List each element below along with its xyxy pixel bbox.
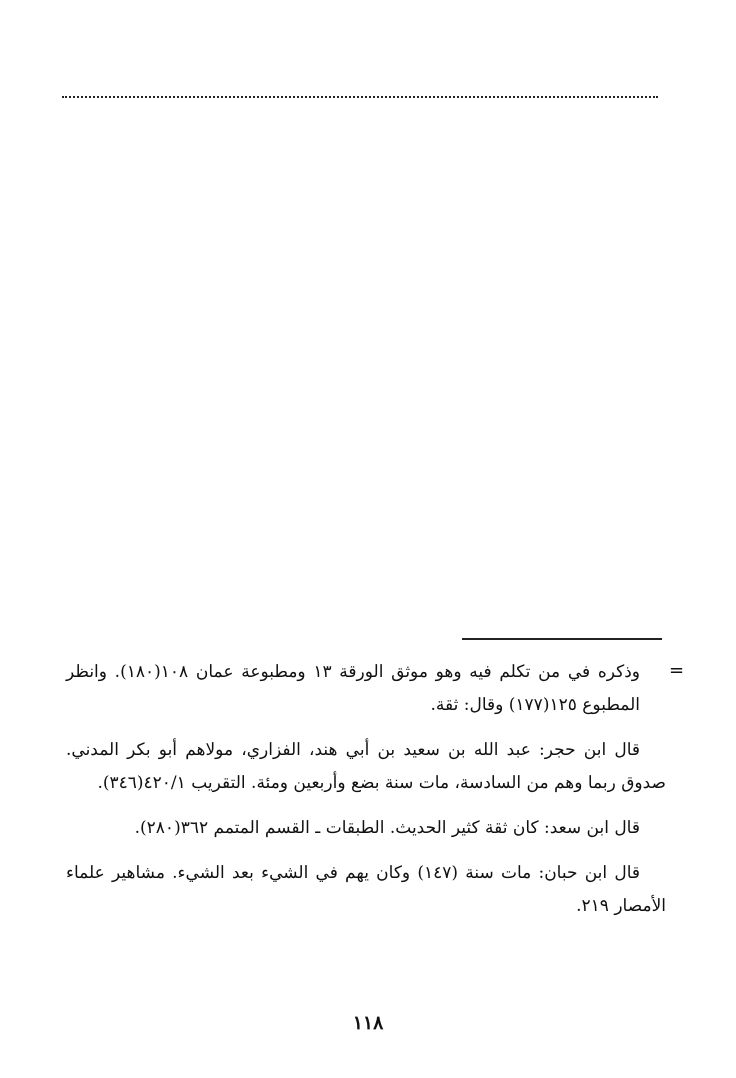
footnotes-section — [66, 656, 666, 935]
footnote-ibn-saad: قال ابن سعد: كان ثقة كثير الحديث. الطبقات ـ القسم المتمم ٣٦٢(٢٨٠). — [134, 818, 640, 838]
footnote-continued: وذكره في من تكلم فيه وهو موثق الورقة ١٣ ومطبوعة عمان ١٠٨(١٨٠). وانظر المطبوع ١٢٥(١٧٧) وقال: ثقة. — [66, 662, 640, 715]
footnote-separator — [462, 638, 662, 640]
footnote-ibn-hibban: قال ابن حبان: مات سنة (١٤٧) وكان يهم في الشيء بعد الشيء. مشاهير علماء الأمصار ٢١٩. — [66, 863, 666, 916]
page-number: ١١٨ — [352, 1012, 384, 1034]
footnote-ibn-hajar: قال ابن حجر: عبد الله بن سعيد بن أبي هند، الفزاري، مولاهم أبو بكر المدني. صدوق ربما وهم من السادسة، مات سنة بضع وأربعين ومئة. التقريب ٤٢٠/١(٣٤٦). — [66, 740, 666, 793]
dotted-separator — [62, 96, 658, 98]
continuation-marker: = — [669, 660, 685, 681]
